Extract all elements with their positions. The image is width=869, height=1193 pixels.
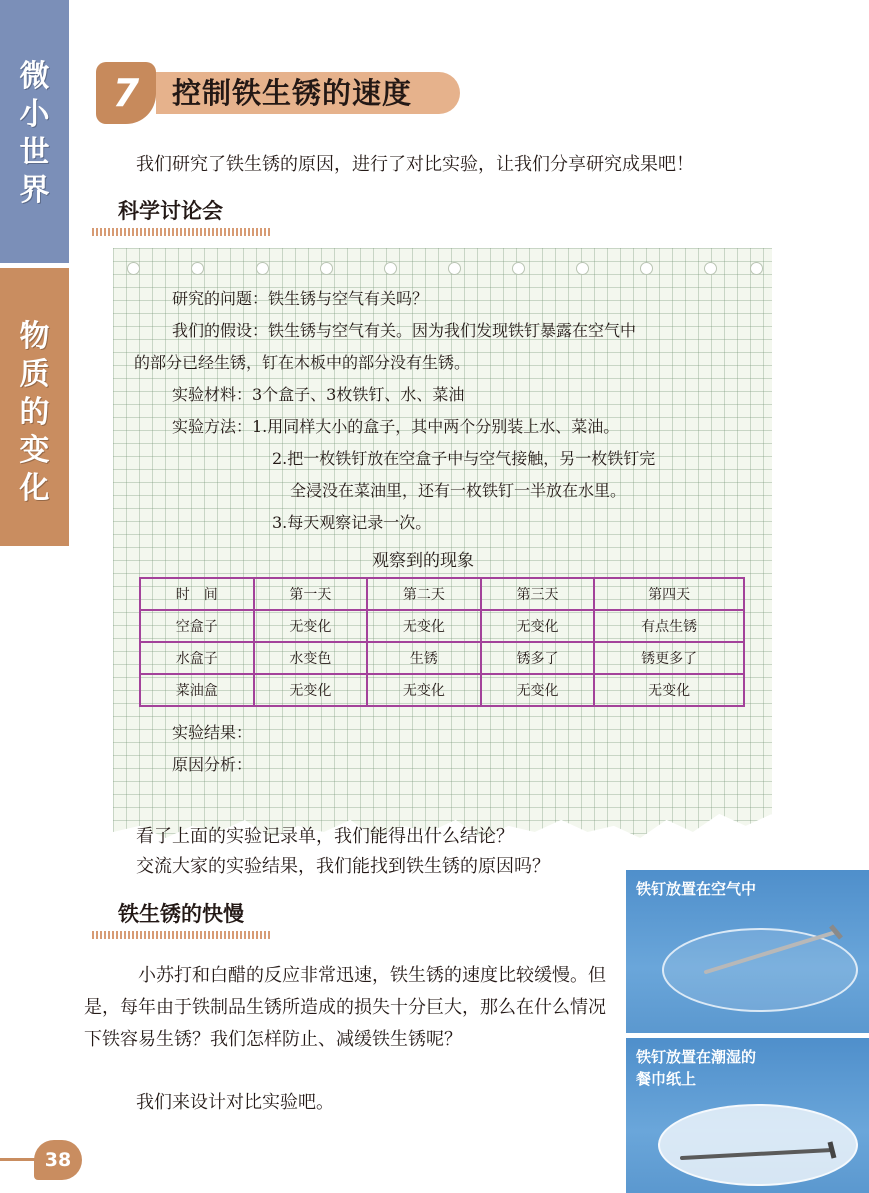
table-cell: 时 间	[140, 578, 254, 610]
lesson-title: 控制铁生锈的速度	[172, 76, 413, 110]
table-cell: 无变化	[367, 674, 481, 706]
table-header-row	[140, 578, 744, 610]
question-1: 看了上面的实验记录单，我们能得出什么结论？	[136, 826, 514, 847]
sidebar-char: 微	[19, 59, 50, 94]
table-cell: 无变化	[367, 610, 481, 642]
analysis-line: 原因分析：	[172, 755, 253, 774]
table-cell: 水盒子	[140, 642, 254, 674]
photo-caption: 铁钉放置在空气中	[636, 880, 757, 898]
materials-line: 实验材料：3个盒子、3枚铁钉、水、菜油	[172, 385, 465, 404]
binder-hole	[256, 262, 269, 275]
heading-underline	[92, 931, 272, 939]
photo-caption-line: 餐巾纸上	[636, 1070, 697, 1088]
table-cell: 有点生锈	[594, 610, 744, 642]
nail-icon	[626, 870, 869, 1033]
table-row	[140, 674, 744, 706]
nail-icon	[626, 1038, 869, 1193]
table-row	[140, 610, 744, 642]
table-cell: 无变化	[254, 610, 368, 642]
sidebar-char: 质	[19, 357, 50, 392]
binder-hole	[704, 262, 717, 275]
sidebar-char: 变	[19, 433, 50, 468]
table-cell: 无变化	[254, 674, 368, 706]
method-line-1: 实验方法：1.用同样大小的盒子，其中两个分别装上水、菜油。	[172, 417, 620, 436]
body-paragraph: 小苏打和白醋的反应非常迅速，铁生锈的速度比较缓慢。但是，每年由于铁制品生锈所造成的损失十分巨大，那么在什么情况下铁容易生锈？我们怎样防止、减缓铁生锈呢？	[84, 965, 606, 1050]
section-heading-rust-speed: 铁生锈的快慢	[118, 902, 244, 926]
result-line: 实验结果：	[172, 723, 253, 742]
table-cell: 空盒子	[140, 610, 254, 642]
table-cell: 第四天	[594, 578, 744, 610]
table-cell: 无变化	[594, 674, 744, 706]
table-cell: 菜油盒	[140, 674, 254, 706]
hypothesis-line-1: 我们的假设：铁生锈与空气有关。因为我们发现铁钉暴露在空气中	[172, 321, 637, 340]
table-cell: 第二天	[367, 578, 481, 610]
sidebar-char: 界	[19, 173, 50, 208]
sidebar-char: 世	[19, 135, 50, 170]
table-cell: 无变化	[481, 674, 595, 706]
sidebar-char: 化	[19, 471, 50, 506]
binder-hole	[750, 262, 763, 275]
table-title: 观察到的现象	[372, 551, 474, 571]
table-cell: 锈多了	[481, 642, 595, 674]
binder-hole	[320, 262, 333, 275]
binder-hole	[448, 262, 461, 275]
page-number: 38	[34, 1140, 82, 1180]
lesson-number: 7	[96, 62, 156, 124]
binder-hole	[512, 262, 525, 275]
body-paragraph-2: 我们来设计对比实验吧。	[136, 1092, 334, 1113]
binder-hole	[127, 262, 140, 275]
observation-table	[139, 577, 745, 707]
binder-hole	[384, 262, 397, 275]
table-cell: 锈更多了	[594, 642, 744, 674]
table-cell: 第一天	[254, 578, 368, 610]
section-heading-discussion: 科学讨论会	[118, 199, 223, 223]
photo-caption-line: 铁钉放置在潮湿的	[636, 1048, 757, 1066]
table-cell: 第三天	[481, 578, 595, 610]
hypothesis-line-2: 的部分已经生锈，钉在木板中的部分没有生锈。	[134, 353, 471, 372]
method-line-2a: 2.把一枚铁钉放在空盒子中与空气接触，另一枚铁钉完	[272, 449, 656, 468]
question-2: 交流大家的实验结果，我们能找到铁生锈的原因吗？	[136, 856, 550, 877]
sidebar-char: 小	[19, 97, 50, 132]
binder-hole	[576, 262, 589, 275]
research-question: 研究的问题：铁生锈与空气有关吗？	[172, 289, 429, 308]
binder-hole	[640, 262, 653, 275]
sidebar-unit-label	[0, 58, 69, 210]
table-cell: 水变色	[254, 642, 368, 674]
sidebar-char: 物	[19, 319, 50, 354]
sidebar-chapter-label	[0, 318, 69, 508]
table-row	[140, 642, 744, 674]
method-line-2b: 全浸没在菜油里，还有一枚铁钉一半放在水里。	[290, 481, 627, 500]
method-line-3: 3.每天观察记录一次。	[272, 513, 432, 532]
intro-text: 我们研究了铁生锈的原因，进行了对比实验，让我们分享研究成果吧！	[136, 154, 694, 175]
table-cell: 无变化	[481, 610, 595, 642]
photo-nail-on-wet-napkin	[626, 1038, 869, 1193]
table-cell: 生锈	[367, 642, 481, 674]
heading-underline	[92, 228, 272, 236]
photo-nail-in-air	[626, 870, 869, 1033]
sidebar-divider	[0, 263, 69, 268]
sidebar-char: 的	[19, 395, 50, 430]
binder-hole	[191, 262, 204, 275]
